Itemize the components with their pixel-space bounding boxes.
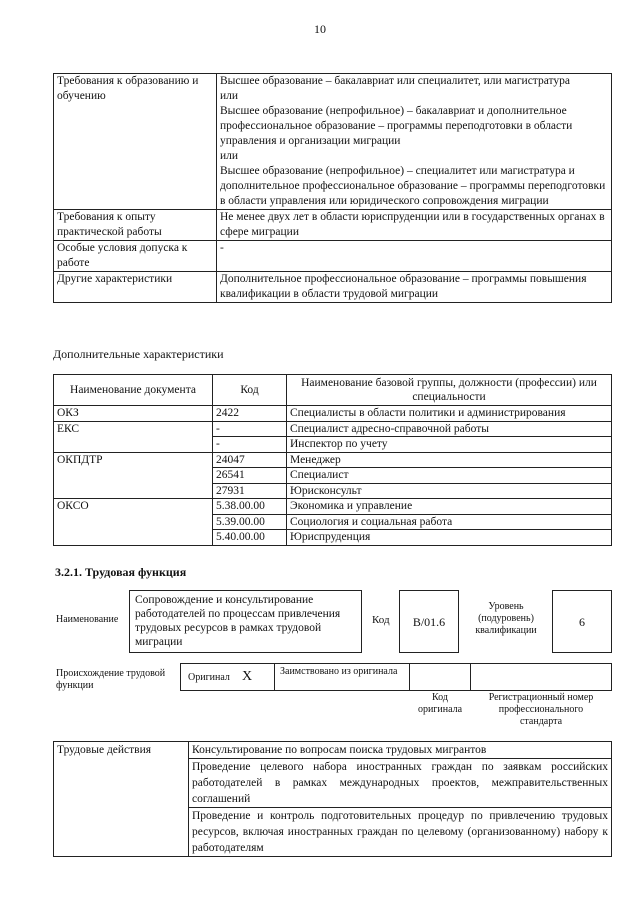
- table-row: [54, 499, 612, 515]
- origin-label: Происхождение трудовой функции: [56, 668, 166, 691]
- row-label: Требования к образованию и обучению: [54, 74, 217, 210]
- original-code-caption: Код оригинала: [417, 692, 463, 715]
- table-row: [54, 421, 612, 437]
- row-label: Особые условия допуска к работе: [54, 241, 217, 272]
- function-name: Сопровождение и консультирование работодателей по процессам привлечения трудовых ресурсов в рамках трудовой миграции: [129, 590, 362, 653]
- table-row: [54, 210, 612, 241]
- row-value: -: [217, 241, 612, 272]
- name-cell: Специалисты в области политики и администрирования: [287, 406, 612, 422]
- row-label: Другие характеристики: [54, 272, 217, 303]
- code-label: Код: [372, 614, 390, 626]
- actions-label: Трудовые действия: [54, 742, 189, 857]
- name-cell: Специалист: [287, 468, 612, 484]
- name-cell: Социология и социальная работа: [287, 514, 612, 530]
- name-cell: Юрисконсульт: [287, 483, 612, 499]
- reg-number-caption: Регистрационный номер профессионального стандарта: [488, 692, 594, 727]
- text-line: Высшее образование (непрофильное) – специалитет или магистратура и дополнительное профессиональное образование – программы переподготовки в области управления или юридического сопровождения миграции: [220, 165, 606, 207]
- original-cell: [180, 663, 275, 691]
- doc-cell: ОКПДТР: [54, 452, 213, 499]
- code-cell: 5.38.00.00: [213, 499, 287, 515]
- reg-number-cell: [470, 663, 612, 691]
- qualification-level: 6: [552, 590, 612, 653]
- function-code: В/01.6: [399, 590, 459, 653]
- doc-cell: ЕКС: [54, 421, 213, 452]
- level-label: Уровень (подуровень) квалификации: [475, 601, 537, 636]
- action-item: Проведение и контроль подготовительных процедур по привлечению трудовых ресурсов, включая иностранных граждан по целевому (организованному) набору к работодателям: [189, 808, 612, 857]
- action-item: Консультирование по вопросам поиска трудовых мигрантов: [189, 742, 612, 759]
- row-label: Требования к опыту практической работы: [54, 210, 217, 241]
- code-cell: -: [213, 421, 287, 437]
- additional-table: [53, 374, 612, 546]
- header-doc: Наименование документа: [54, 375, 213, 406]
- row-value: [217, 74, 612, 210]
- doc-cell: ОКСО: [54, 499, 213, 546]
- code-cell: 27931: [213, 483, 287, 499]
- table-row: [54, 452, 612, 468]
- code-cell: 5.39.00.00: [213, 514, 287, 530]
- table-row: [54, 74, 612, 210]
- code-cell: 24047: [213, 452, 287, 468]
- actions-table: [53, 741, 612, 857]
- page-number: 10: [314, 22, 326, 36]
- row-value: Не менее двух лет в области юриспруденции или в государственных органах в сфере миграции: [217, 210, 612, 241]
- name-cell: Специалист адресно-справочной работы: [287, 421, 612, 437]
- action-item: Проведение целевого набора иностранных граждан по заявкам российских работодателей в рамках международных проектов, межправительственных соглашений: [189, 759, 612, 808]
- name-label: Наименование: [56, 614, 119, 625]
- header-code: Код: [213, 375, 287, 406]
- table-row: [54, 241, 612, 272]
- text-line: Высшее образование (непрофильное) – бакалавриат и дополнительное профессиональное образование – программы переподготовки в области управления и организации миграции: [220, 105, 573, 147]
- additional-title: Дополнительные характеристики: [53, 347, 224, 361]
- code-cell: 2422: [213, 406, 287, 422]
- code-cell: 26541: [213, 468, 287, 484]
- text-line: или: [220, 150, 239, 162]
- code-cell: 5.40.00.00: [213, 530, 287, 546]
- header-row: [54, 375, 612, 406]
- borrowed-cell: Заимствовано из оригинала: [274, 663, 410, 691]
- code-cell: -: [213, 437, 287, 453]
- doc-cell: ОКЗ: [54, 406, 213, 422]
- original-label: Оригинал: [188, 672, 230, 683]
- original-mark: X: [242, 669, 253, 684]
- name-cell: Юриспруденция: [287, 530, 612, 546]
- function-title: 3.2.1. Трудовая функция: [55, 565, 187, 579]
- name-cell: Инспектор по учету: [287, 437, 612, 453]
- row-value: Дополнительное профессиональное образование – программы повышения квалификации в области трудовой миграции: [217, 272, 612, 303]
- table-row: [54, 406, 612, 422]
- text-line: или: [220, 90, 239, 102]
- table-row: [54, 742, 612, 759]
- table-row: [54, 272, 612, 303]
- original-code-cell: [409, 663, 471, 691]
- text-line: Высшее образование – бакалавриат или специалитет, или магистратура: [220, 75, 571, 87]
- name-cell: Менеджер: [287, 452, 612, 468]
- requirements-table: [53, 73, 612, 303]
- header-name: Наименование базовой группы, должности (профессии) или специальности: [287, 375, 612, 406]
- name-cell: Экономика и управление: [287, 499, 612, 515]
